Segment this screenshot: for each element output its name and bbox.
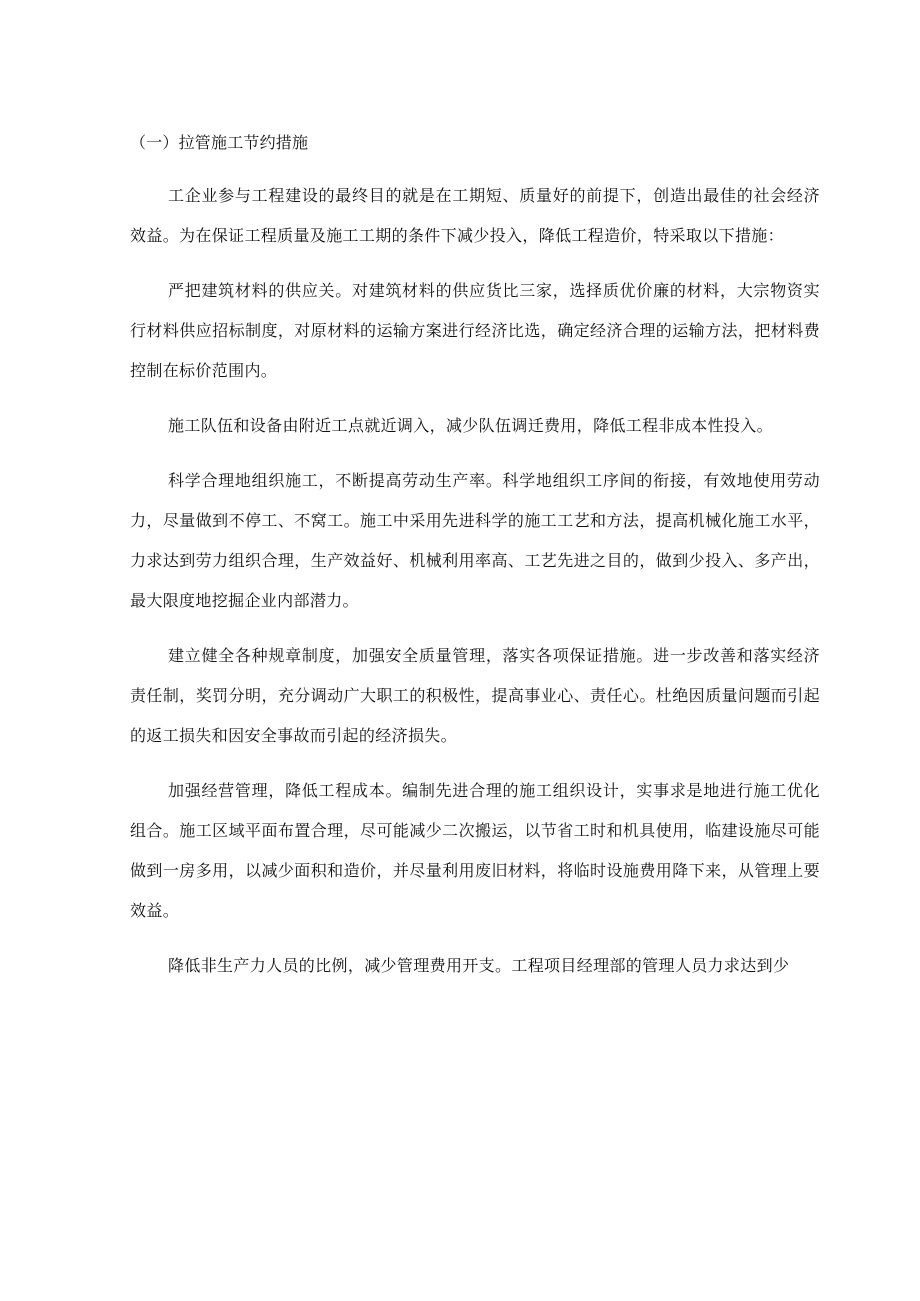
paragraph-intro: 工企业参与工程建设的最终目的就是在工期短、质量好的前提下，创造出最佳的社会经济效益。为在保证工程质量及施工工期的条件下减少投入，降低工程造价，特采取以下措施： xyxy=(130,186,820,245)
section-heading: （一）拉管施工节约措施 xyxy=(130,133,309,152)
paragraph-regulations: 建立健全各种规章制度，加强安全质量管理，落实各项保证措施。进一步改善和落实经济责任制，奖罚分明，充分调动广大职工的积极性，提高事业心、责任心。杜绝因质量问题而引起的返工损失和因安全事故而引起的经济损失。 xyxy=(130,646,820,745)
paragraph-materials: 严把建筑材料的供应关。对建筑材料的供应货比三家，选择质优价廉的材料，大宗物资实行材料供应招标制度，对原材料的运输方案进行经济比选，确定经济合理的运输方法，把材料费控制在标价范围内。 xyxy=(130,281,820,380)
paragraph-management: 加强经营管理，降低工程成本。编制先进合理的施工组织设计，实事求是地进行施工优化组合。施工区域平面布置合理，尽可能减少二次搬运，以节省工时和机具使用，临建设施尽可能做到一房多用，以减少面积和造价，并尽量利用废旧材料，将临时设施费用降下来，从管理上要效益。 xyxy=(130,781,820,920)
paragraph-team-equipment: 施工队伍和设备由附近工点就近调入，减少队伍调迁费用，降低工程非成本性投入。 xyxy=(168,416,773,435)
document-body xyxy=(130,126,820,1001)
paragraph-staffing: 降低非生产力人员的比例，减少管理费用开支。工程项目经理部的管理人员力求达到少 xyxy=(168,956,790,975)
paragraph-organization: 科学合理地组织施工，不断提高劳动生产率。科学地组织工序间的衔接，有效地使用劳动力，尽量做到不停工、不窝工。施工中采用先进科学的施工工艺和方法，提高机械化施工水平，力求达到劳力组织合理，生产效益好、机械利用率高、工艺先进之目的，做到少投入、多产出，最大限度地挖掘企业内部潜力。 xyxy=(130,471,820,610)
